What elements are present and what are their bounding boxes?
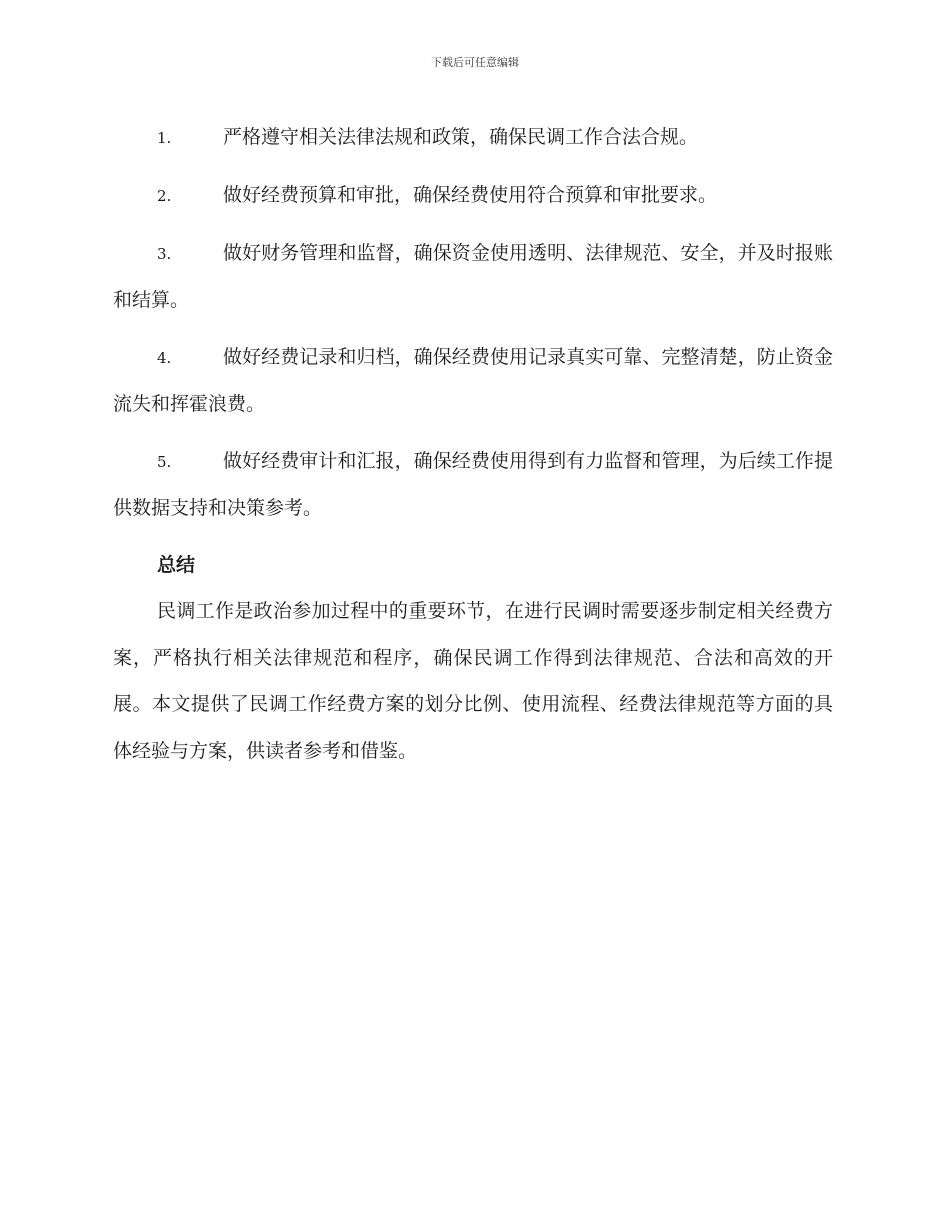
list-item — [113, 334, 833, 427]
list-item — [113, 114, 833, 161]
list-item — [113, 172, 833, 219]
list-number: 1. — [157, 129, 172, 147]
summary-heading: 总结 — [157, 554, 196, 576]
list-item — [113, 438, 833, 531]
list-text: 做好经费预算和审批，确保经费使用符合预算和审批要求。 — [223, 184, 718, 206]
page-header: 下载后可任意编辑 — [431, 56, 519, 69]
list-text: 做好经费审计和汇报，确保经费使用得到有力监督和管理，为后续工作提供数据支持和决策参考。 — [113, 450, 833, 519]
document-body — [113, 114, 833, 774]
list-text: 做好财务管理和监督，确保资金使用透明、法律规范、安全，并及时报账和结算。 — [113, 242, 833, 311]
list-number: 2. — [157, 187, 172, 205]
list-number: 5. — [157, 453, 172, 471]
list-number: 3. — [157, 245, 172, 263]
summary-paragraph: 民调工作是政治参加过程中的重要环节，在进行民调时需要逐步制定相关经费方案，严格执行相关法律规范和程序，确保民调工作得到法律规范、合法和高效的开展。本文提供了民调工作经费方案的划分比例、使用流程、经费法律规范等方面的具体经验与方案，供读者参考和借鉴。 — [113, 600, 833, 762]
list-number: 4. — [157, 349, 172, 367]
list-item — [113, 230, 833, 323]
list-text: 严格遵守相关法律法规和政策，确保民调工作合法合规。 — [223, 126, 699, 148]
list-text: 做好经费记录和归档，确保经费使用记录真实可靠、完整清楚，防止资金流失和挥霍浪费。 — [113, 346, 833, 415]
